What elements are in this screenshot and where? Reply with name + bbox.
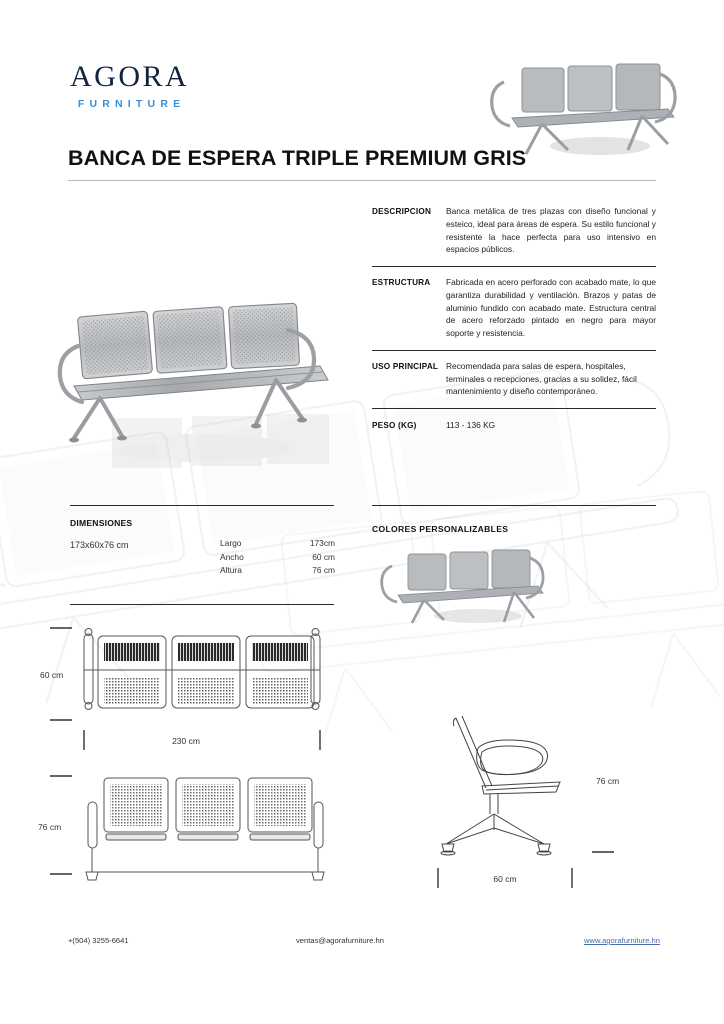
footer-website-link[interactable]: www.agorafurniture.hn (584, 936, 660, 945)
main-product-image (52, 288, 352, 473)
dimension-key-altura: Altura (220, 565, 242, 576)
dimension-label-76cm-front: 76 cm (38, 822, 62, 832)
dimension-value-largo: 173cm (309, 538, 335, 548)
footer-phone[interactable]: +(504) 3255-6641 (68, 936, 129, 945)
table-row (220, 551, 335, 565)
spec-value-estructura: Fabricada en acero perforado con acabado mate, lo que garantiza durabilidad y ventilación. Brazos y patas de aluminio fundido con acabado mate. Estructura central de acero reforzado pintado en negro para mayor soporte y resistencia. (446, 277, 656, 339)
brand-tagline: FURNITURE (77, 98, 186, 110)
colors-product-image (372, 540, 572, 625)
dimensions-divider-bottom (70, 604, 334, 605)
hero-product-image (482, 52, 692, 157)
technical-drawing-side-view (420, 710, 670, 900)
dimension-label-76cm-side: 76 cm (596, 776, 620, 786)
specification-table (372, 196, 656, 440)
dimensions-table (220, 537, 335, 578)
table-row (372, 196, 656, 266)
table-row (372, 350, 656, 408)
spec-label-estructura: ESTRUCTURA (372, 278, 431, 288)
table-row (220, 564, 335, 578)
dimension-label-60cm-side: 60 cm (493, 874, 517, 884)
spec-label-peso: PESO (KG) (372, 421, 417, 431)
table-row (372, 408, 656, 440)
dimension-key-largo: Largo (220, 538, 242, 548)
spec-value-descripcion: Banca metálica de tres plazas con diseño funcional y esteico, ideal para áreas de espera. Su estilo funcional y resistente la hace perfecta para uso intensivo en espacios públicos. (446, 206, 656, 255)
dimensions-summary: 173x60x76 cm (70, 540, 129, 550)
dimension-key-ancho: Ancho (220, 551, 244, 562)
footer (0, 936, 724, 962)
dimensions-divider-top (70, 505, 334, 506)
dimension-label-230cm: 230 cm (172, 736, 200, 746)
table-row (220, 537, 335, 551)
spec-value-peso: 113 - 136 KG (446, 420, 496, 431)
footer-email[interactable]: ventas@agorafurniture.hn (296, 936, 384, 945)
title-divider (68, 180, 656, 181)
technical-drawing-top-view (28, 618, 358, 760)
colors-section-title: COLORES PERSONALIZABLES (372, 524, 509, 534)
brand-name: AGORA (70, 60, 190, 93)
spec-value-uso-principal: Recomendada para salas de espera, hospitales, terminales o recepciones, gracias a su solidez, fácil mantenimiento y diseño contemporáneo. (446, 360, 637, 397)
dimension-label-60cm-top: 60 cm (40, 670, 64, 680)
dimension-value-ancho: 60 cm (312, 551, 335, 562)
page-title: BANCA DE ESPERA TRIPLE PREMIUM GRIS (68, 146, 527, 170)
colors-divider (372, 505, 656, 506)
dimensions-title: DIMENSIONES (70, 518, 133, 528)
dimension-value-altura: 76 cm (312, 565, 335, 576)
spec-label-descripcion: DESCRIPCION (372, 207, 432, 216)
spec-label-uso-principal: USO PRINCIPAL (372, 361, 439, 371)
technical-drawing-front-view (28, 762, 358, 890)
table-row (372, 266, 656, 350)
brand-logo (70, 62, 189, 110)
